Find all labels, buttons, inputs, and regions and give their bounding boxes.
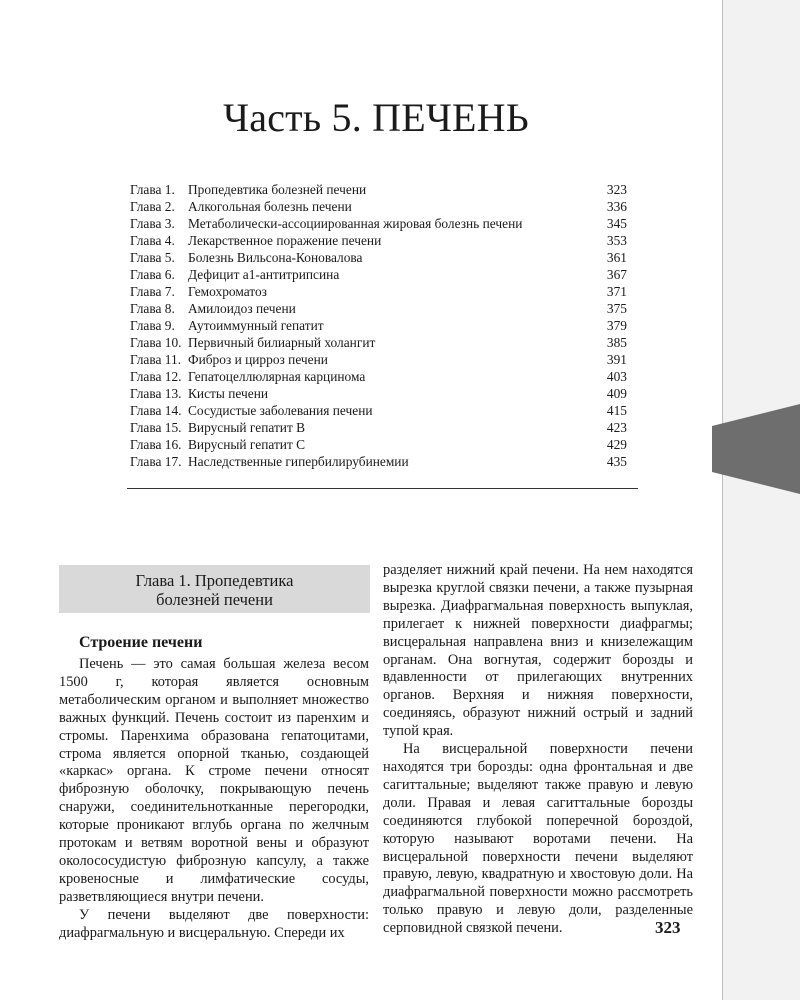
paragraph: На висцеральной поверхности печени находятся три борозды: одна фронтальная и две сагиттальные; выделяют также правую и левую доли. Правая и левая сагиттальные борозды соединяются глубокой поперечной бороздой, которую называют воротами печени. На висцеральной поверхности печени выделяют правую, левую, квадратную и хвостовую доли. На диафрагмальной поверхности можно рассмотреть только правую и левую доли, разделенные серповидной связкой печени. [383,741,693,937]
toc-chapter-number: Глава 12. [130,369,182,384]
toc-chapter-number: Глава 1. [130,182,175,197]
toc-chapter-title: Алкогольная болезнь печени [188,199,352,214]
toc-chapter-number: Глава 11. [130,352,182,367]
chapter-heading-line2: болезней печени [156,590,273,609]
left-column [59,656,369,943]
toc-chapter-title: Фиброз и цирроз печени [188,352,328,367]
right-column [383,562,693,938]
toc-row [130,402,627,419]
toc-row [130,198,627,215]
paragraph: У печени выделяют две поверхности: диафрагмальную и висцеральную. Спереди их [59,906,369,941]
toc-row [130,317,627,334]
toc-chapter-number: Глава 8. [130,301,175,316]
toc-chapter-title: Лекарственное поражение печени [188,233,382,248]
toc-chapter-title: Вирусный гепатит С [188,437,306,452]
toc-chapter-number: Глава 14. [130,403,182,418]
toc-chapter-number: Глава 3. [130,216,175,231]
toc-row [130,385,627,402]
toc-page-number: 415 [606,403,627,418]
toc-row [130,368,627,385]
toc-page-number: 385 [606,335,627,350]
toc-row [130,232,627,249]
toc-chapter-number: Глава 7. [130,284,175,299]
toc-row [130,300,627,317]
toc-chapter-title: Гемохроматоз [188,284,267,299]
toc-chapter-number: Глава 2. [130,199,175,214]
page-number: 323 [655,918,681,937]
toc-chapter-number: Глава 10. [130,335,182,350]
paragraph: Печень — это самая большая железа весом 1500 г, которая является основным метаболическим органом и выполняет множество важных функций. Печень состоит из паренхим и стромы. Паренхима образована гепатоцитами, строма является опорной тканью, создающей «каркас» органа. К строме печени относят фиброзную оболочку, покрывающую печень снаружи, соединительнотканные перегородки, которые проникают вглубь органа по желчным протокам и ветвям воротной вены и образуют околососудистую фиброзную капсулу, а также кровеносные и лимфатические сосуды, разветвляющиеся внутри печени. [59,656,369,905]
toc-row [130,181,627,198]
toc-row [130,453,627,470]
toc-chapter-title: Наследственные гипербилирубинемии [188,454,409,469]
toc-chapter-title: Вирусный гепатит В [188,420,306,435]
toc-page-number: 435 [606,454,627,469]
toc-chapter-title: Кисты печени [188,386,269,401]
paragraph: разделяет нижний край печени. На нем находятся вырезка круглой связки печени, а также пузырная вырезка. Диафрагмальная поверхность выпуклая, прилегает к нижней поверхности диафрагмы; висцеральная направлена вниз и книзележащим органам. Она вогнутая, содержит борозды и вдавленности от прилегающих внутренних органов. Верхняя и нижняя поверхности, соединяясь, образуют нижний острый и задний тупой края. [383,562,693,740]
toc-page-number: 367 [606,267,627,282]
toc-chapter-title: Аутоиммунный гепатит [188,318,324,333]
chapter-heading-box [59,565,370,613]
toc-chapter-number: Глава 5. [130,250,175,265]
toc-divider [127,488,638,489]
section-heading: Строение печени [79,634,203,651]
toc-page-number: 353 [606,233,627,248]
page-edge-line [722,0,723,1000]
toc-page-number: 371 [606,284,627,299]
toc-row [130,266,627,283]
toc-chapter-title: Метаболически-ассоциированная жировая болезнь печени [188,216,523,231]
toc-page-number: 423 [606,420,627,435]
toc-page-number: 379 [606,318,627,333]
toc-row [130,436,627,453]
toc-chapter-title: Гепатоцеллюлярная карцинома [188,369,366,384]
toc-page-number: 345 [606,216,627,231]
toc-row [130,283,627,300]
toc-row [130,249,627,266]
chapter-heading-line1: Глава 1. Пропедевтика [135,571,294,590]
thumb-index-tab [712,404,800,494]
toc-page-number: 323 [606,182,627,197]
toc-chapter-number: Глава 16. [130,437,182,452]
toc-chapter-number: Глава 4. [130,233,175,248]
toc-chapter-title: Амилоидоз печени [188,301,296,316]
toc-page-number: 375 [606,301,627,316]
toc-page-number: 391 [606,352,627,367]
part-title: Часть 5. ПЕЧЕНЬ [223,95,529,140]
toc-row [130,419,627,436]
toc-chapter-title: Первичный билиарный холангит [188,335,376,350]
toc-chapter-number: Глава 6. [130,267,175,282]
toc-chapter-title: Дефицит а1-антитрипсина [188,267,340,282]
toc-chapter-title: Сосудистые заболевания печени [188,403,373,418]
toc-chapter-number: Глава 17. [130,454,182,469]
toc-chapter-number: Глава 9. [130,318,175,333]
toc-chapter-title: Болезнь Вильсона-Коновалова [188,250,363,265]
toc-chapter-number: Глава 15. [130,420,182,435]
toc-page-number: 429 [606,437,627,452]
toc-chapter-title: Пропедевтика болезней печени [188,182,367,197]
toc-row [130,351,627,368]
toc-row [130,215,627,232]
page-margin-strip [723,0,800,1000]
table-of-contents [130,181,627,470]
toc-page-number: 409 [606,386,627,401]
toc-row [130,334,627,351]
toc-page-number: 361 [606,250,627,265]
toc-page-number: 403 [606,369,627,384]
toc-chapter-number: Глава 13. [130,386,182,401]
toc-page-number: 336 [606,199,627,214]
